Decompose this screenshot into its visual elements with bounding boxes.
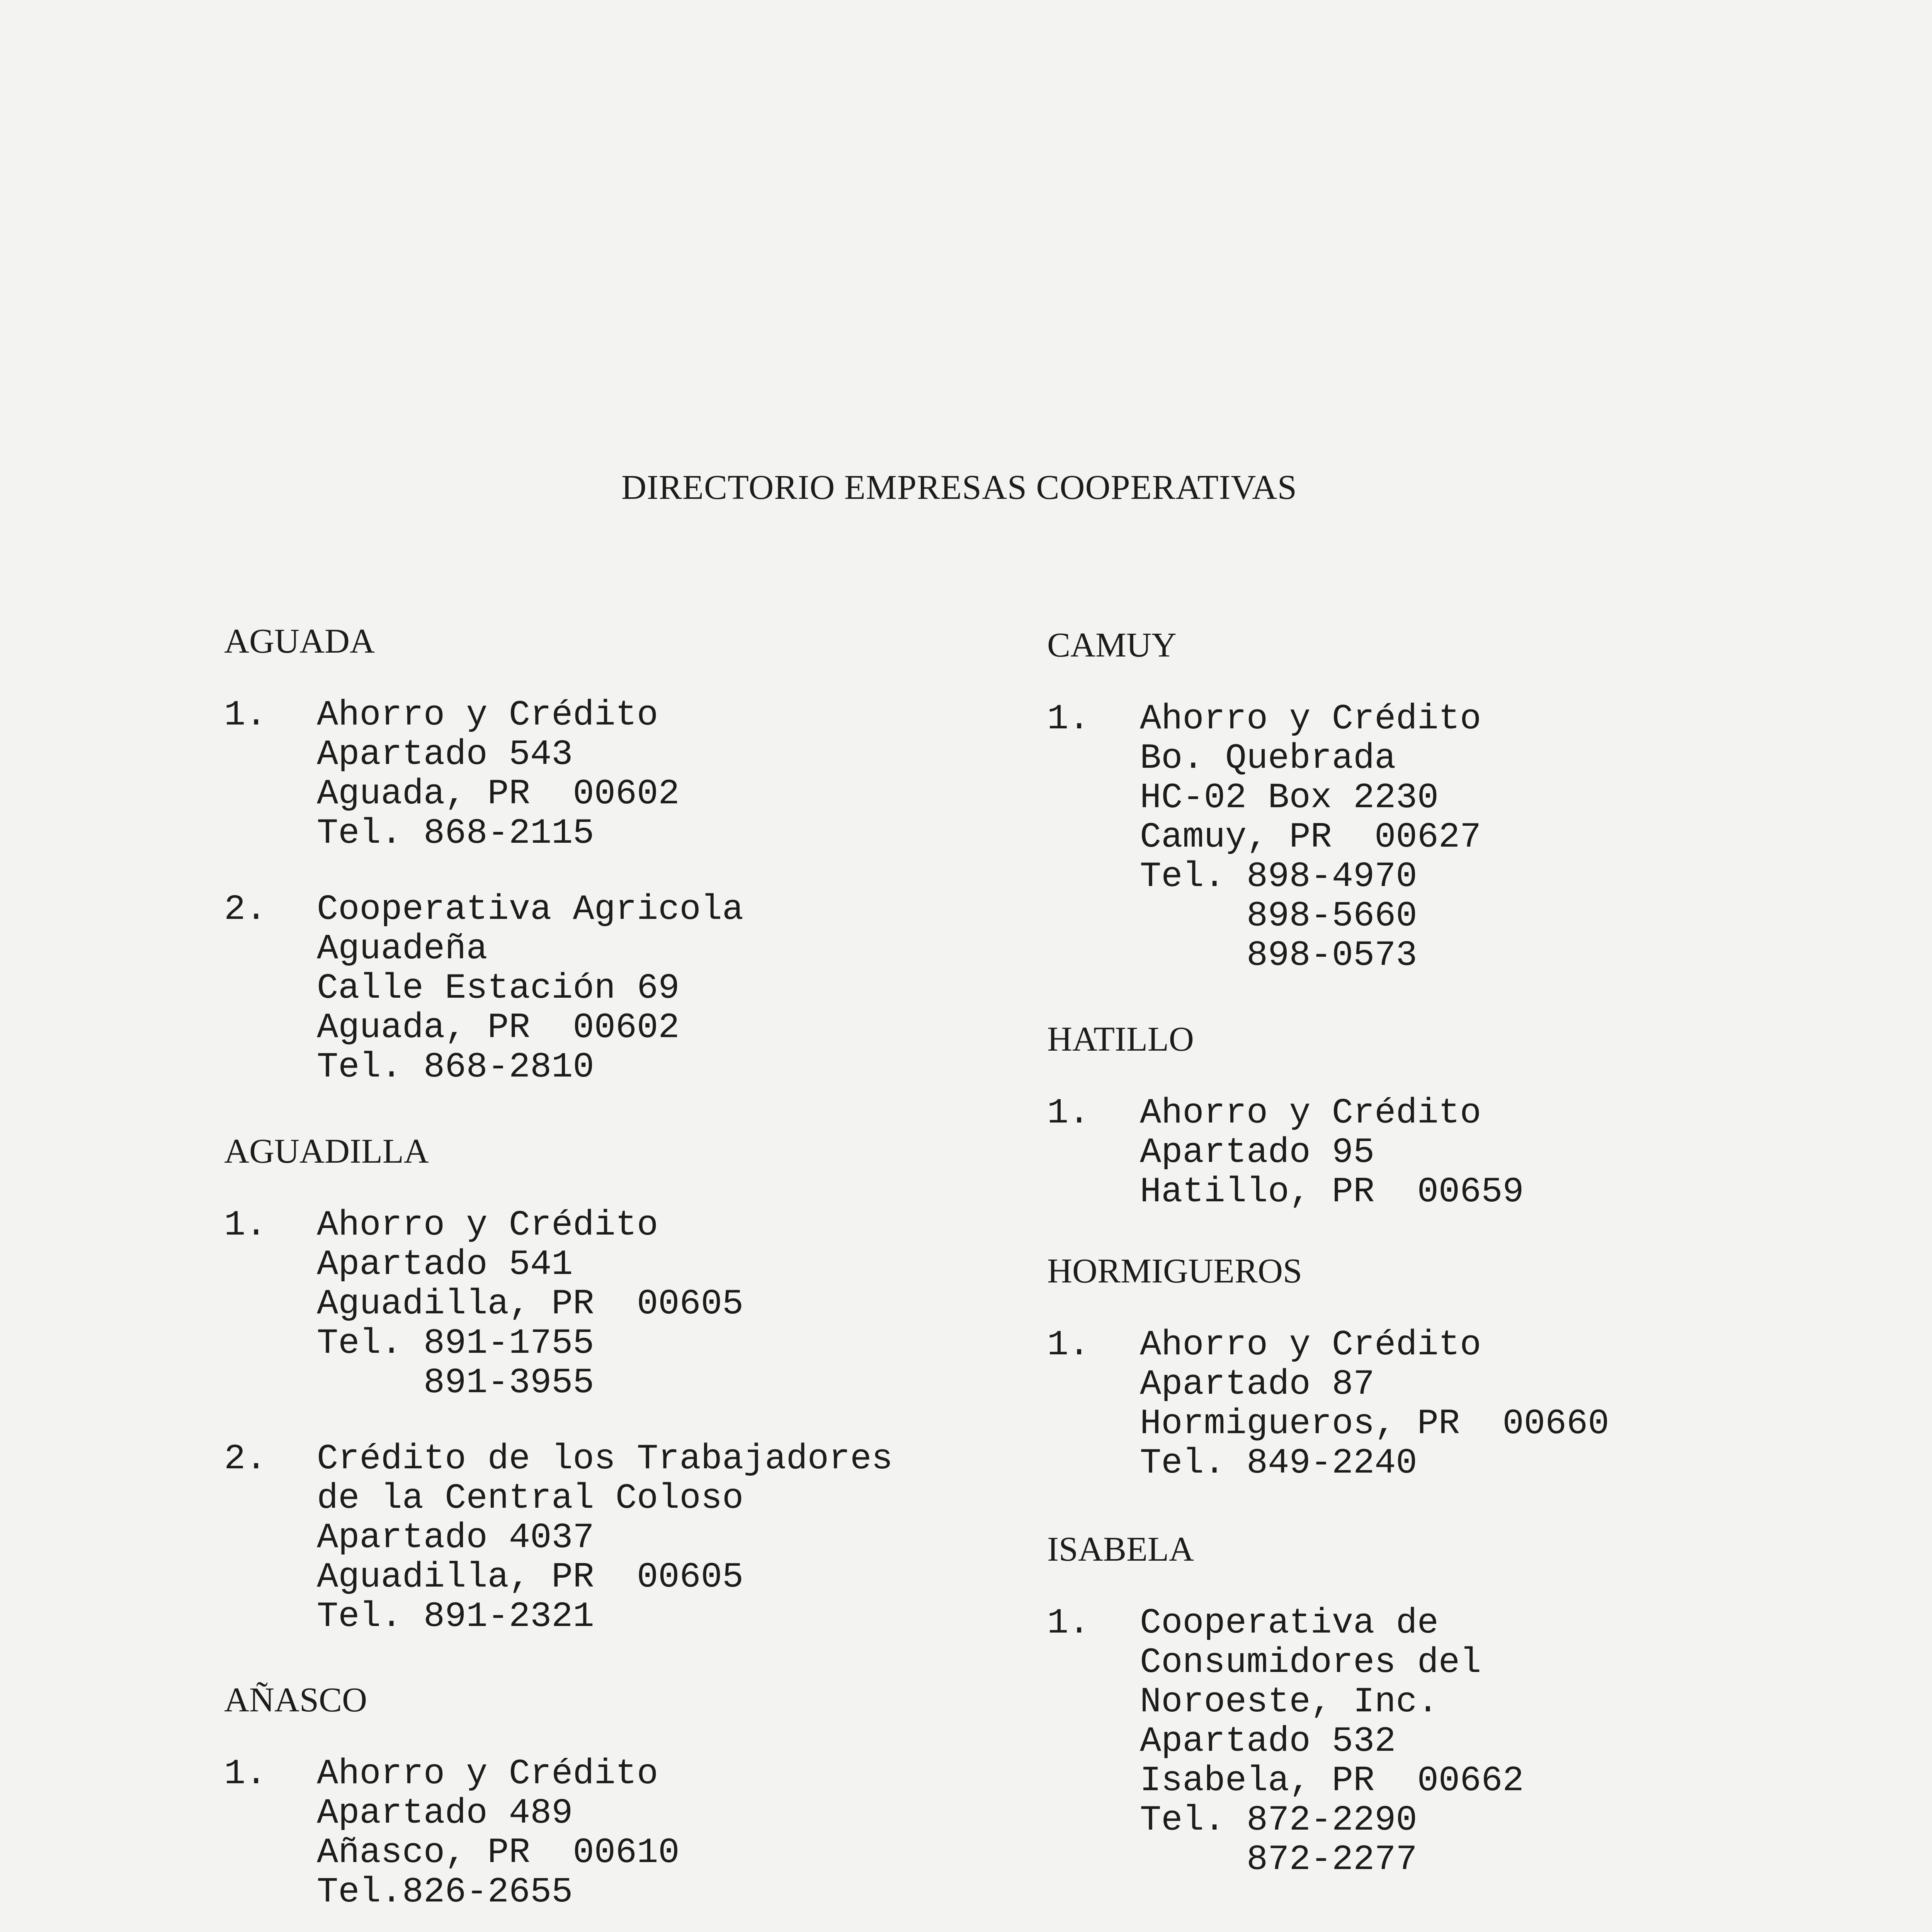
entry-phone: Tel. 872-2290 bbox=[1140, 1800, 1417, 1840]
directory-entry bbox=[224, 696, 1055, 853]
directory-entry bbox=[1047, 1325, 1897, 1483]
directory-entry bbox=[1047, 1094, 1897, 1212]
entry-city: Hatillo, PR 00659 bbox=[1140, 1172, 1524, 1212]
entry-number: 2. bbox=[224, 1439, 267, 1479]
town-heading: CAMUY bbox=[1047, 626, 1177, 664]
entry-address: Calle Estación 69 bbox=[317, 968, 680, 1009]
entry-city: Añasco, PR 00610 bbox=[317, 1832, 680, 1873]
entry-address: Apartado 4037 bbox=[317, 1517, 594, 1558]
entry-name: Ahorro y Crédito bbox=[317, 1753, 658, 1794]
entry-number: 1. bbox=[224, 695, 267, 735]
entry-phone: Tel. 868-2810 bbox=[317, 1047, 594, 1087]
entry-number: 1. bbox=[224, 1205, 267, 1245]
entry-name: Consumidores del bbox=[1140, 1642, 1481, 1683]
entry-number: 1. bbox=[1047, 1603, 1090, 1643]
town-heading: HATILLO bbox=[1047, 1020, 1194, 1058]
entry-number: 2. bbox=[224, 889, 267, 930]
town-section-isabela bbox=[1047, 1526, 1897, 1879]
entry-phone: Tel. 868-2115 bbox=[317, 813, 594, 854]
entry-address: Apartado 489 bbox=[317, 1793, 573, 1833]
town-section-hatillo bbox=[1047, 1016, 1897, 1212]
page-title: DIRECTORIO EMPRESAS COOPERATIVAS bbox=[621, 468, 1297, 507]
directory-entry bbox=[224, 1206, 1055, 1403]
entry-phone: 872-2277 bbox=[1140, 1839, 1417, 1880]
entry-name: Noroeste, Inc. bbox=[1140, 1682, 1439, 1722]
directory-entry bbox=[224, 1754, 1055, 1912]
entry-name: Cooperativa de bbox=[1140, 1603, 1439, 1643]
entry-phone: 898-5660 bbox=[1140, 896, 1417, 936]
entry-name: Ahorro y Crédito bbox=[1140, 1093, 1481, 1133]
entry-city: Aguada, PR 00602 bbox=[317, 1007, 680, 1048]
entry-city: Hormigueros, PR 00660 bbox=[1140, 1403, 1609, 1444]
directory-entry bbox=[1047, 1604, 1897, 1879]
entry-city: Camuy, PR 00627 bbox=[1140, 817, 1481, 857]
entry-address: HC-02 Box 2230 bbox=[1140, 777, 1439, 818]
entry-name: Aguadeña bbox=[317, 929, 488, 969]
entry-phone: Tel. 849-2240 bbox=[1140, 1443, 1417, 1483]
entry-number: 1. bbox=[224, 1753, 267, 1794]
entry-phone: Tel. 891-2321 bbox=[317, 1596, 594, 1637]
town-heading: AÑASCO bbox=[224, 1681, 367, 1719]
directory-entry bbox=[224, 890, 1055, 1087]
entry-city: Aguadilla, PR 00605 bbox=[317, 1284, 744, 1324]
entry-name: Cooperativa Agricola bbox=[317, 889, 744, 930]
entry-address: Apartado 87 bbox=[1140, 1364, 1375, 1405]
entry-name: Crédito de los Trabajadores bbox=[317, 1439, 893, 1479]
entry-city: Aguada, PR 00602 bbox=[317, 774, 680, 814]
entry-phone: Tel. 898-4970 bbox=[1140, 856, 1417, 897]
entry-address: Apartado 541 bbox=[317, 1244, 573, 1285]
town-heading: AGUADILLA bbox=[224, 1132, 429, 1170]
entry-phone: Tel.826-2655 bbox=[317, 1872, 573, 1912]
entry-name: Ahorro y Crédito bbox=[1140, 699, 1481, 739]
entry-number: 1. bbox=[1047, 699, 1090, 739]
entry-address: Apartado 543 bbox=[317, 734, 573, 775]
town-heading: HORMIGUEROS bbox=[1047, 1252, 1303, 1290]
entry-address: Apartado 532 bbox=[1140, 1721, 1396, 1762]
entry-phone: 891-3955 bbox=[317, 1362, 594, 1403]
town-section-aguadilla bbox=[224, 1128, 1055, 1636]
entry-name: de la Central Coloso bbox=[317, 1478, 744, 1519]
entry-city: Aguadilla, PR 00605 bbox=[317, 1557, 744, 1597]
town-heading: ISABELA bbox=[1047, 1530, 1194, 1568]
town-section-camuy bbox=[1047, 622, 1897, 975]
entry-address: Bo. Quebrada bbox=[1140, 738, 1396, 779]
town-section-aguada bbox=[224, 618, 1055, 1087]
entry-city: Isabela, PR 00662 bbox=[1140, 1760, 1524, 1801]
town-heading: AGUADA bbox=[224, 622, 375, 660]
entry-name: Ahorro y Crédito bbox=[1140, 1325, 1481, 1365]
directory-entry bbox=[224, 1439, 1055, 1636]
town-section-anasco bbox=[224, 1677, 1055, 1912]
entry-phone: 898-0573 bbox=[1140, 935, 1417, 976]
town-section-hormigueros bbox=[1047, 1248, 1897, 1483]
entry-name: Ahorro y Crédito bbox=[317, 695, 658, 735]
entry-phone: Tel. 891-1755 bbox=[317, 1323, 594, 1364]
entry-address: Apartado 95 bbox=[1140, 1132, 1375, 1173]
entry-number: 1. bbox=[1047, 1093, 1090, 1133]
entry-name: Ahorro y Crédito bbox=[317, 1205, 658, 1245]
directory-entry bbox=[1047, 699, 1897, 975]
entry-number: 1. bbox=[1047, 1325, 1090, 1365]
